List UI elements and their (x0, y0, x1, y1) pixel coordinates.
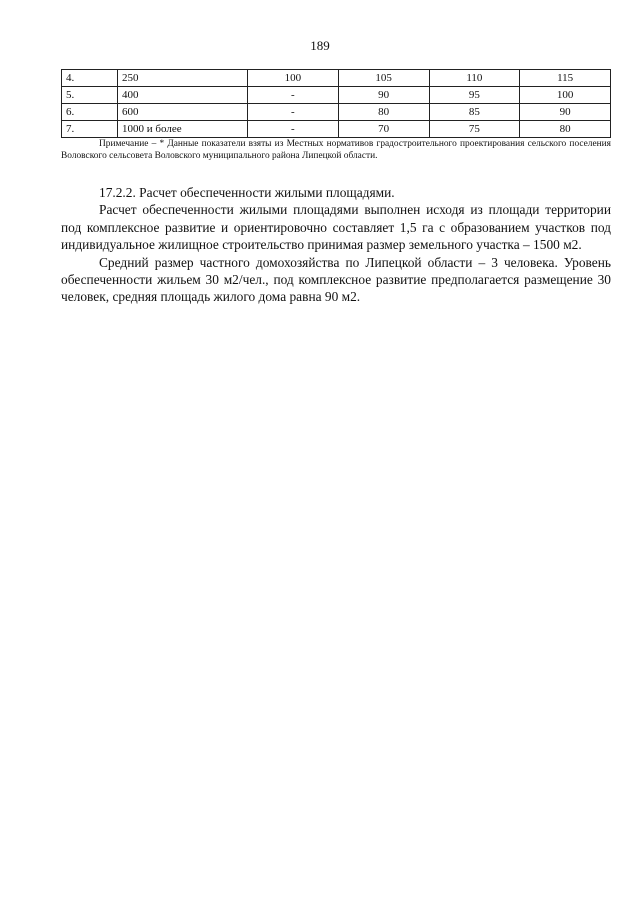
table-cell-index: 5. (62, 87, 118, 104)
table-cell-value: 90 (520, 104, 611, 121)
table-cell-value: 90 (338, 87, 429, 104)
table-row (62, 104, 611, 121)
table-cell-index: 7. (62, 121, 118, 138)
paragraph: Расчет обеспеченности жилыми площадями выполнен исходя из площади территории под комплексное развитие и ориентировочно составляет 1,5 га с образованием участков под индивидуальное жилищное строительство принимая размер земельного участка – 1500 м2. (61, 202, 611, 253)
paragraph: Средний размер частного домохозяйства по Липецкой области – 3 человека. Уровень обеспеченности жильем 30 м2/чел., под комплексное развитие предполагается размещение 30 человек, средняя площадь жилого дома равна 90 м2. (61, 254, 611, 305)
table-cell-value: 95 (429, 87, 520, 104)
table-cell-value: - (248, 104, 339, 121)
table-row (62, 121, 611, 138)
table-cell-value: 85 (429, 104, 520, 121)
table-cell-value: 100 (248, 70, 339, 87)
table-cell-area: 250 (118, 70, 248, 87)
table-cell-area: 600 (118, 104, 248, 121)
section-heading: 17.2.2. Расчет обеспеченности жилыми площадями. (99, 185, 395, 200)
table-cell-area: 1000 и более (118, 121, 248, 138)
table-cell-value: 100 (520, 87, 611, 104)
table-cell-value: 70 (338, 121, 429, 138)
table-cell-index: 6. (62, 104, 118, 121)
table-cell-value: 115 (520, 70, 611, 87)
norms-table (61, 69, 611, 138)
table-cell-value: 105 (338, 70, 429, 87)
table-note: Примечание – * Данные показатели взяты из Местных нормативов градостроительного проектирования сельского поселения Воловского сельсовета Воловского муниципального района Липецкой области. (61, 139, 611, 161)
page-number: 189 (310, 38, 330, 53)
table-cell-value: 75 (429, 121, 520, 138)
table-cell-value: - (248, 87, 339, 104)
section-body (61, 184, 611, 306)
table-cell-value: 80 (338, 104, 429, 121)
table-cell-area: 400 (118, 87, 248, 104)
table-cell-value: 110 (429, 70, 520, 87)
table-row (62, 70, 611, 87)
table-cell-index: 4. (62, 70, 118, 87)
table-cell-value: 80 (520, 121, 611, 138)
table-row (62, 87, 611, 104)
table-cell-value: - (248, 121, 339, 138)
